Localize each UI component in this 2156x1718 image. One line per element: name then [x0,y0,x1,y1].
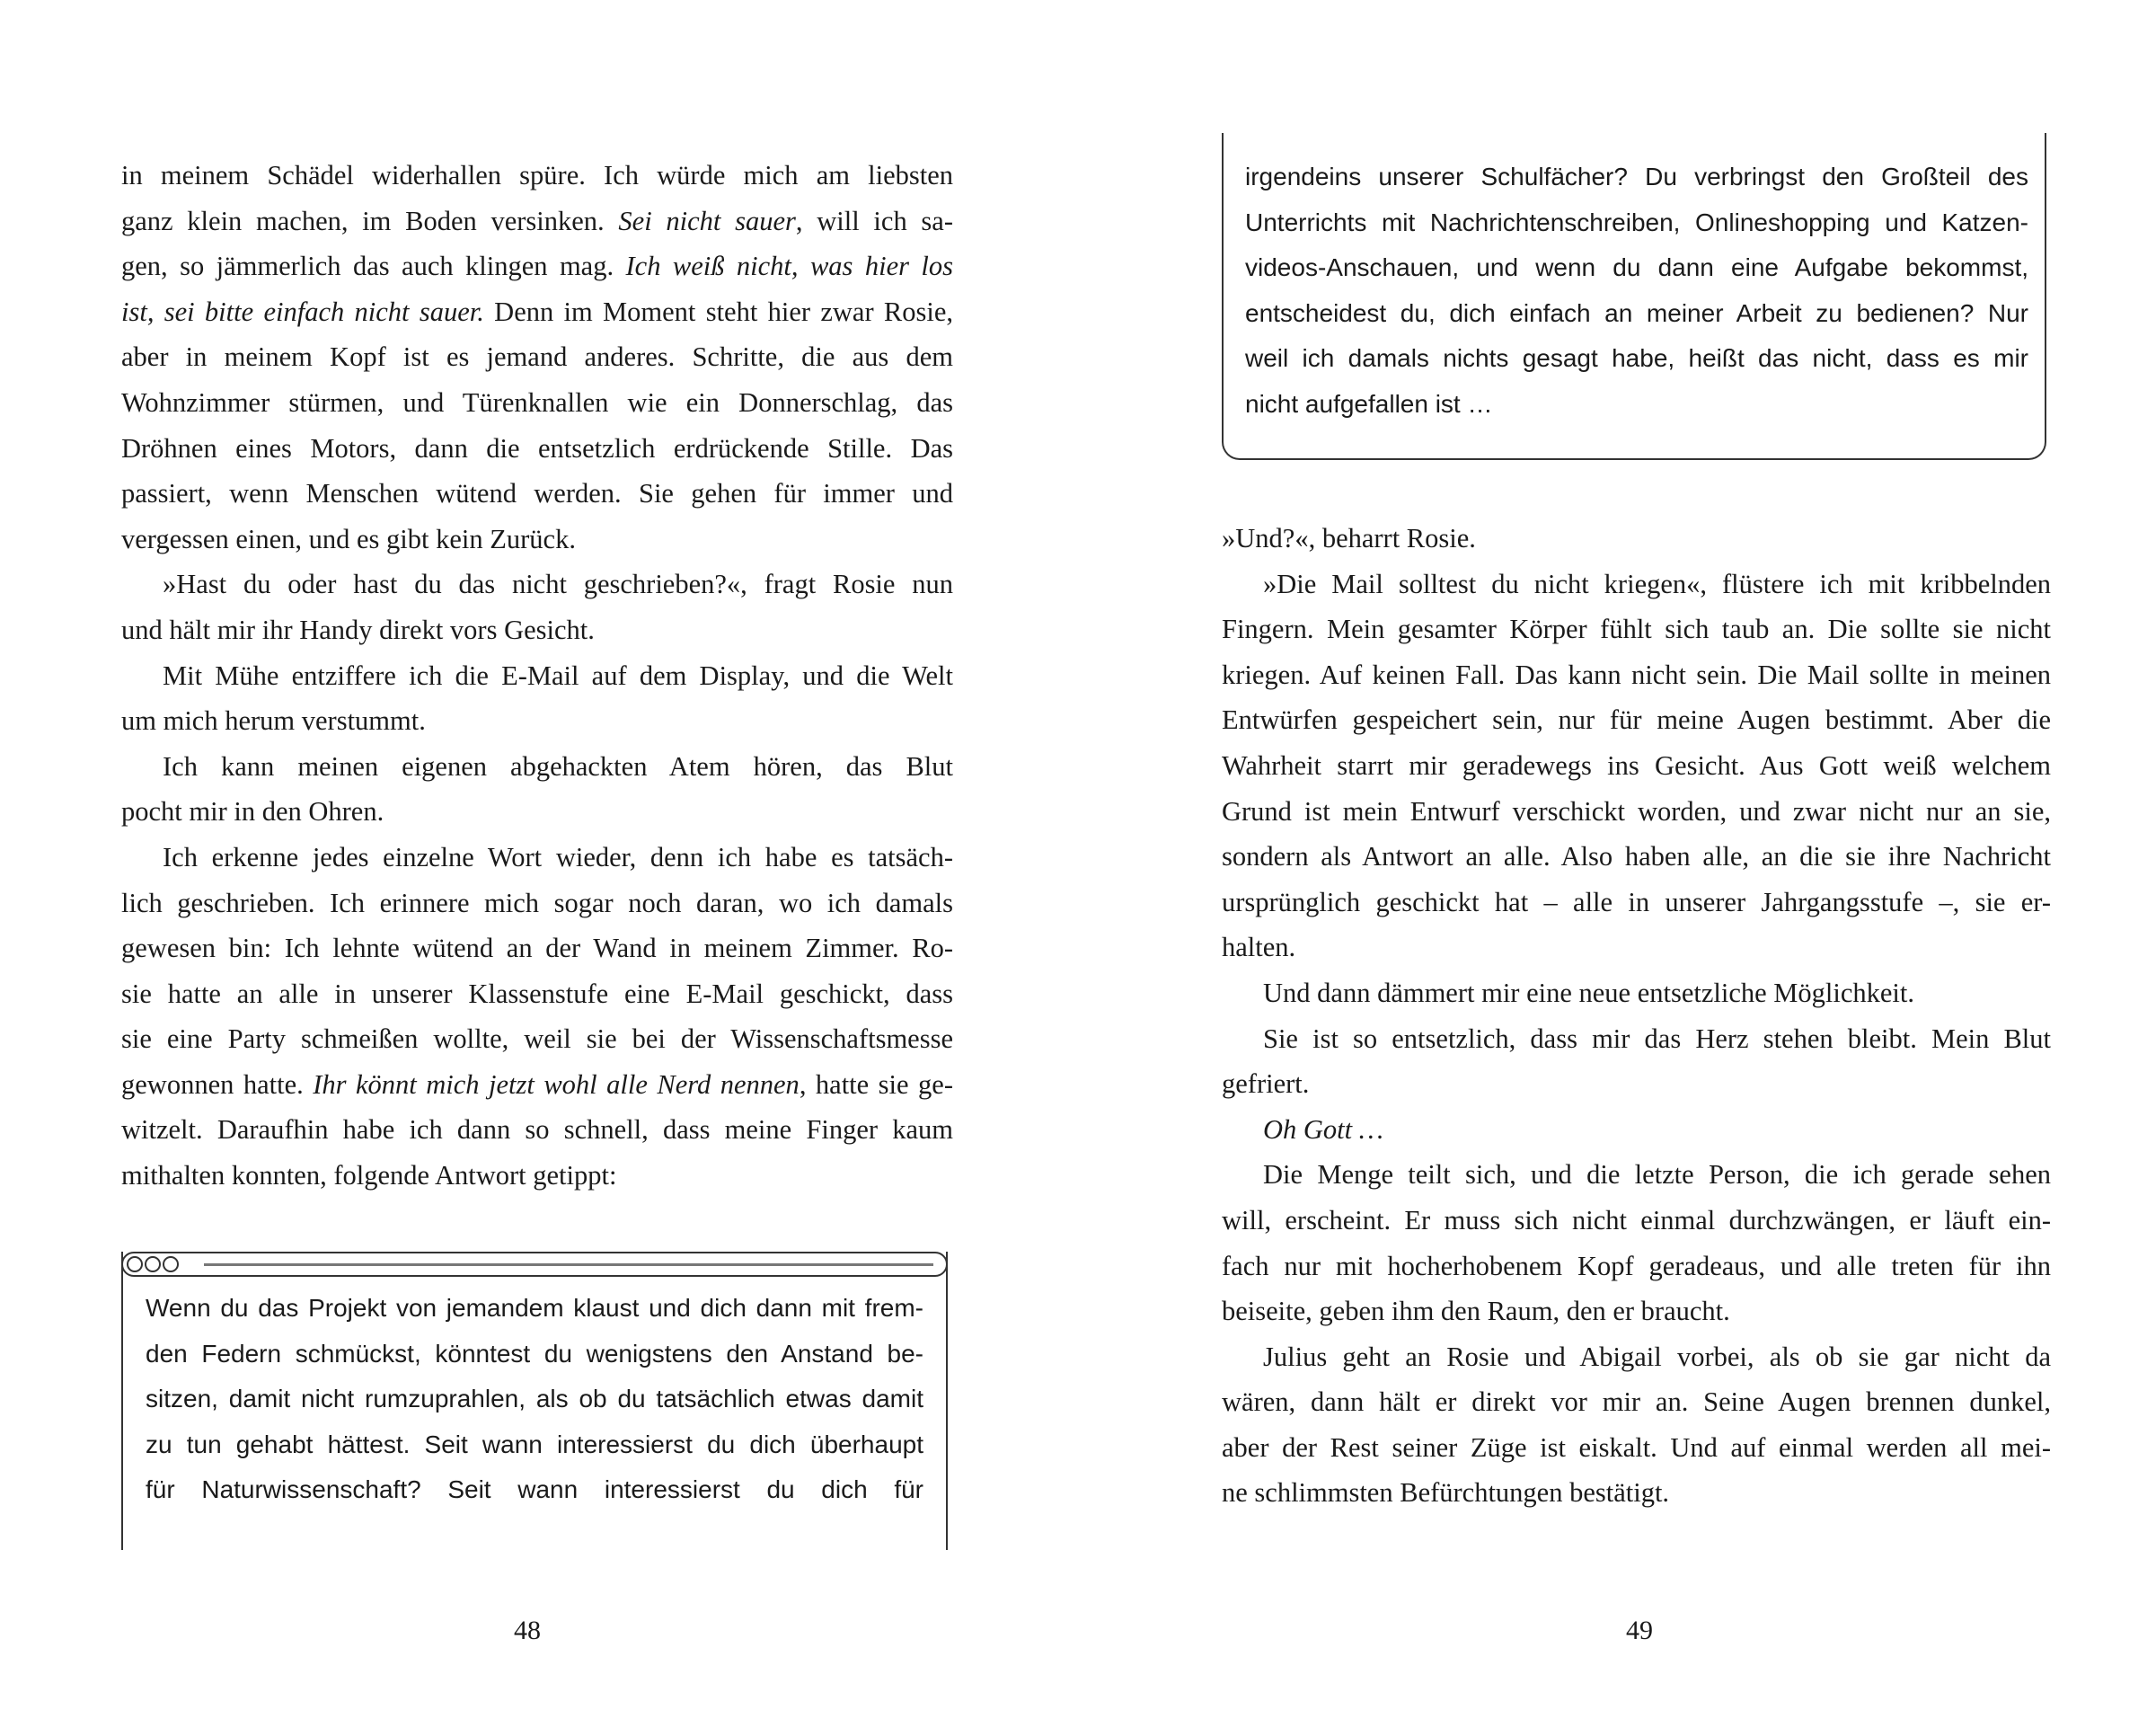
text-segment: will, erscheint. Er muss sich nicht einmal durchzwängen, er läuft ein- [1222,1204,2051,1235]
text-segment: Dröhnen eines Motors, dann die entsetzlich erdrückende Stille. Das [121,432,953,464]
text-line [1222,697,2051,743]
text-line [121,835,953,881]
text-line [1222,834,2051,880]
text-line [1222,562,2051,607]
text-line [121,199,953,244]
text-line [121,1062,953,1108]
text-line [1245,200,2028,246]
text-segment: Grund ist mein Entwurf verschickt worden, und zwar nicht nur an sie, [1222,795,2051,827]
text-segment: mithalten konnten, folgende Antwort getippt: [121,1160,617,1191]
text-segment: vergessen einen, und es gibt kein Zurück. [121,523,576,554]
text-segment: zu tun gehabt hättest. Seit wann interessierst du dich überhaupt [146,1430,923,1458]
text-segment: gefriert. [1222,1068,1310,1100]
text-line [1222,1198,2051,1244]
text-line [1222,652,2051,698]
text-line [146,1332,923,1377]
text-segment: Sie ist so entsetzlich, dass mir das Herz stehen bleibt. Mein Blut [1263,1023,2051,1054]
text-segment: Fingern. Mein gesamter Körper fühlt sich taub an. Die sollte sie nicht [1222,614,2051,645]
text-segment: sie hatte an alle in unserer Klassenstufe eine E-Mail geschickt, dass [121,978,953,1009]
text-line [1222,1061,2051,1107]
text-segment: Wahrheit starrt mir geradewegs ins Gesicht. Aus Gott weiß welchem [1222,749,2051,781]
text-line [121,244,953,289]
text-line [121,789,953,835]
text-line [1222,880,2051,925]
text-segment: nicht aufgefallen ist … [1245,389,1493,418]
text-line [121,289,953,335]
text-segment: gewesen bin: Ich lehnte wütend an der Wand in meinem Zimmer. Ro- [121,933,953,964]
text-segment: weil ich damals nichts gesagt habe, heißt das nicht, dass es mir [1245,344,2028,373]
text-segment: Unterrichts mit Nachrichtenschreiben, Onlineshopping und Katzen- [1245,208,2028,236]
italic-text: Sei nicht sauer [618,205,796,236]
text-segment: sie eine Party schmeißen wollte, weil sie bei der Wissenschaftsmesse [121,1023,953,1055]
page-number-left: 48 [514,1616,541,1645]
text-line [121,1107,953,1153]
italic-text: Oh Gott … [1263,1113,1383,1145]
text-segment: um mich herum verstummt. [121,705,426,737]
text-line [1222,1425,2051,1471]
text-segment: gen, so jämmerlich das auch klingen mag. [121,251,626,282]
text-segment: und hält mir ihr Handy direkt vors Gesicht. [121,614,595,645]
text-line [121,1016,953,1062]
text-line [1222,1288,2051,1334]
left-page-body-text [121,153,953,1199]
email-text-part-2 [1245,155,2028,428]
text-line [121,744,953,790]
text-segment: , hatte sie ge- [799,1068,953,1100]
text-line [1222,970,2051,1016]
text-segment: Mit Mühe entziffere ich die E-Mail auf dem Display, und die Welt [163,660,953,691]
text-segment: halten. [1222,932,1296,963]
text-line [146,1377,923,1422]
text-line [1245,245,2028,291]
window-circle-icon [163,1256,179,1272]
text-segment: videos-Anschauen, und wenn du dann eine Aufgabe bekommst, [1245,253,2028,282]
text-line [121,607,953,653]
text-line [1222,789,2051,835]
text-line [121,471,953,517]
text-line [1222,1016,2051,1062]
text-segment: ursprünglich geschickt hat – alle in unserer Jahrgangsstufe –, sie er- [1222,886,2051,917]
text-line [1245,336,2028,382]
window-circle-icon [127,1256,143,1272]
text-segment: ganz klein machen, im Boden versinken. [121,205,619,236]
text-line [1222,1152,2051,1198]
text-line [1222,743,2051,789]
text-segment: Wenn du das Projekt von jemandem klaust und dich dann mit frem- [146,1294,923,1322]
text-segment: für Naturwissenschaft? Seit wann interessierst du dich für [146,1475,923,1504]
text-line [121,698,953,744]
text-line [1222,1244,2051,1289]
email-text-part-1 [146,1286,923,1513]
text-segment: Ich kann meinen eigenen abgehackten Atem hören, das Blut [163,750,953,782]
text-line [146,1422,923,1468]
text-line [1245,155,2028,200]
text-line [121,881,953,926]
text-line [1245,382,2028,428]
titlebar-line [204,1263,933,1266]
text-segment: aber der Rest seiner Züge ist eiskalt. Und auf einmal werden all mei- [1222,1431,2051,1463]
text-line [121,653,953,699]
text-line [121,334,953,380]
text-segment: »Die Mail solltest du nicht kriegen«, flüstere ich mit kribbelnden [1263,568,2051,599]
text-segment: den Federn schmückst, könntest du wenigstens den Anstand be- [146,1339,923,1368]
text-segment: witzelt. Daraufhin habe ich dann so schnell, dass meine Finger kaum [121,1114,953,1146]
text-line [121,380,953,426]
italic-text: Ihr könnt mich jetzt wohl alle Nerd nennen [313,1068,800,1100]
text-line [1222,1379,2051,1425]
text-segment: gewonnen hatte. [121,1068,314,1100]
text-line [1222,607,2051,652]
text-line [1245,291,2028,337]
text-segment: in meinem Schädel widerhallen spüre. Ich würde mich am liebsten [121,160,953,190]
text-segment: wären, dann hält er direkt vor mir an. Seine Augen brennen dunkel, [1222,1386,2051,1418]
email-window-titlebar [121,1252,948,1277]
text-segment: Und dann dämmert mir eine neue entsetzliche Möglichkeit. [1263,977,1914,1008]
text-segment: passiert, wenn Menschen wütend werden. Sie gehen für immer und [121,478,953,509]
text-line [1222,925,2051,970]
text-line [121,153,953,199]
text-line [146,1467,923,1513]
text-segment: fach nur mit hocherhobenem Kopf geradeaus, und alle treten für ihn [1222,1250,2051,1281]
text-segment: ne schlimmsten Befürchtungen bestätigt. [1222,1477,1670,1509]
text-line [121,517,953,562]
text-segment: lich geschrieben. Ich erinnere mich sogar noch daran, wo ich damals [121,887,953,918]
text-segment: Entwürfen gespeichert sein, nur für meine Augen bestimmt. Aber die [1222,704,2051,736]
window-circle-icon [145,1256,161,1272]
text-segment: Die Menge teilt sich, und die letzte Person, die ich gerade sehen [1263,1159,2051,1191]
text-line [121,562,953,607]
text-segment: pocht mir in den Ohren. [121,796,384,828]
text-segment: Wohnzimmer stürmen, und Türenknallen wie ein Donnerschlag, das [121,386,953,418]
text-line [1222,1107,2051,1153]
text-line [1222,1470,2051,1516]
text-segment: , will ich sa- [795,205,953,236]
text-line [1222,1334,2051,1380]
text-segment: sondern als Antwort an alle. Also haben alle, an die sie ihre Nachricht [1222,841,2051,872]
text-segment: beiseite, geben ihm den Raum, den er braucht. [1222,1296,1730,1327]
text-segment: irgendeins unserer Schulfächer? Du verbringst den Großteil des [1245,163,2028,190]
right-page-body-text [1222,516,2051,1516]
text-line [121,925,953,971]
text-segment: »Hast du oder hast du das nicht geschrieben?«, fragt Rosie nun [163,569,953,600]
text-segment: Denn im Moment steht hier zwar Rosie, [483,296,954,327]
italic-text: ist, sei bitte einfach nicht sauer. [121,296,484,327]
text-line [1222,516,2051,562]
text-segment: Julius geht an Rosie und Abigail vorbei, als ob sie gar nicht da [1263,1341,2051,1372]
text-segment: entscheidest du, dich einfach an meiner Arbeit zu bedienen? Nur [1245,298,2028,327]
text-segment: aber in meinem Kopf ist es jemand anderes. Schritte, die aus dem [121,341,953,373]
page-number-right: 49 [1626,1616,1653,1645]
text-segment: sitzen, damit nicht rumzuprahlen, als ob du tatsächlich etwas damit [146,1385,923,1413]
text-segment: kriegen. Auf keinen Fall. Das kann nicht sein. Die Mail sollte in meinen [1222,659,2051,690]
text-line [121,426,953,472]
text-segment: »Und?«, beharrt Rosie. [1222,523,1476,553]
text-line [146,1286,923,1332]
text-line [121,971,953,1017]
italic-text: Ich weiß nicht, was hier los [625,251,953,282]
text-segment: Ich erkenne jedes einzelne Wort wieder, denn ich habe es tatsäch- [163,841,953,872]
text-line [121,1153,953,1199]
